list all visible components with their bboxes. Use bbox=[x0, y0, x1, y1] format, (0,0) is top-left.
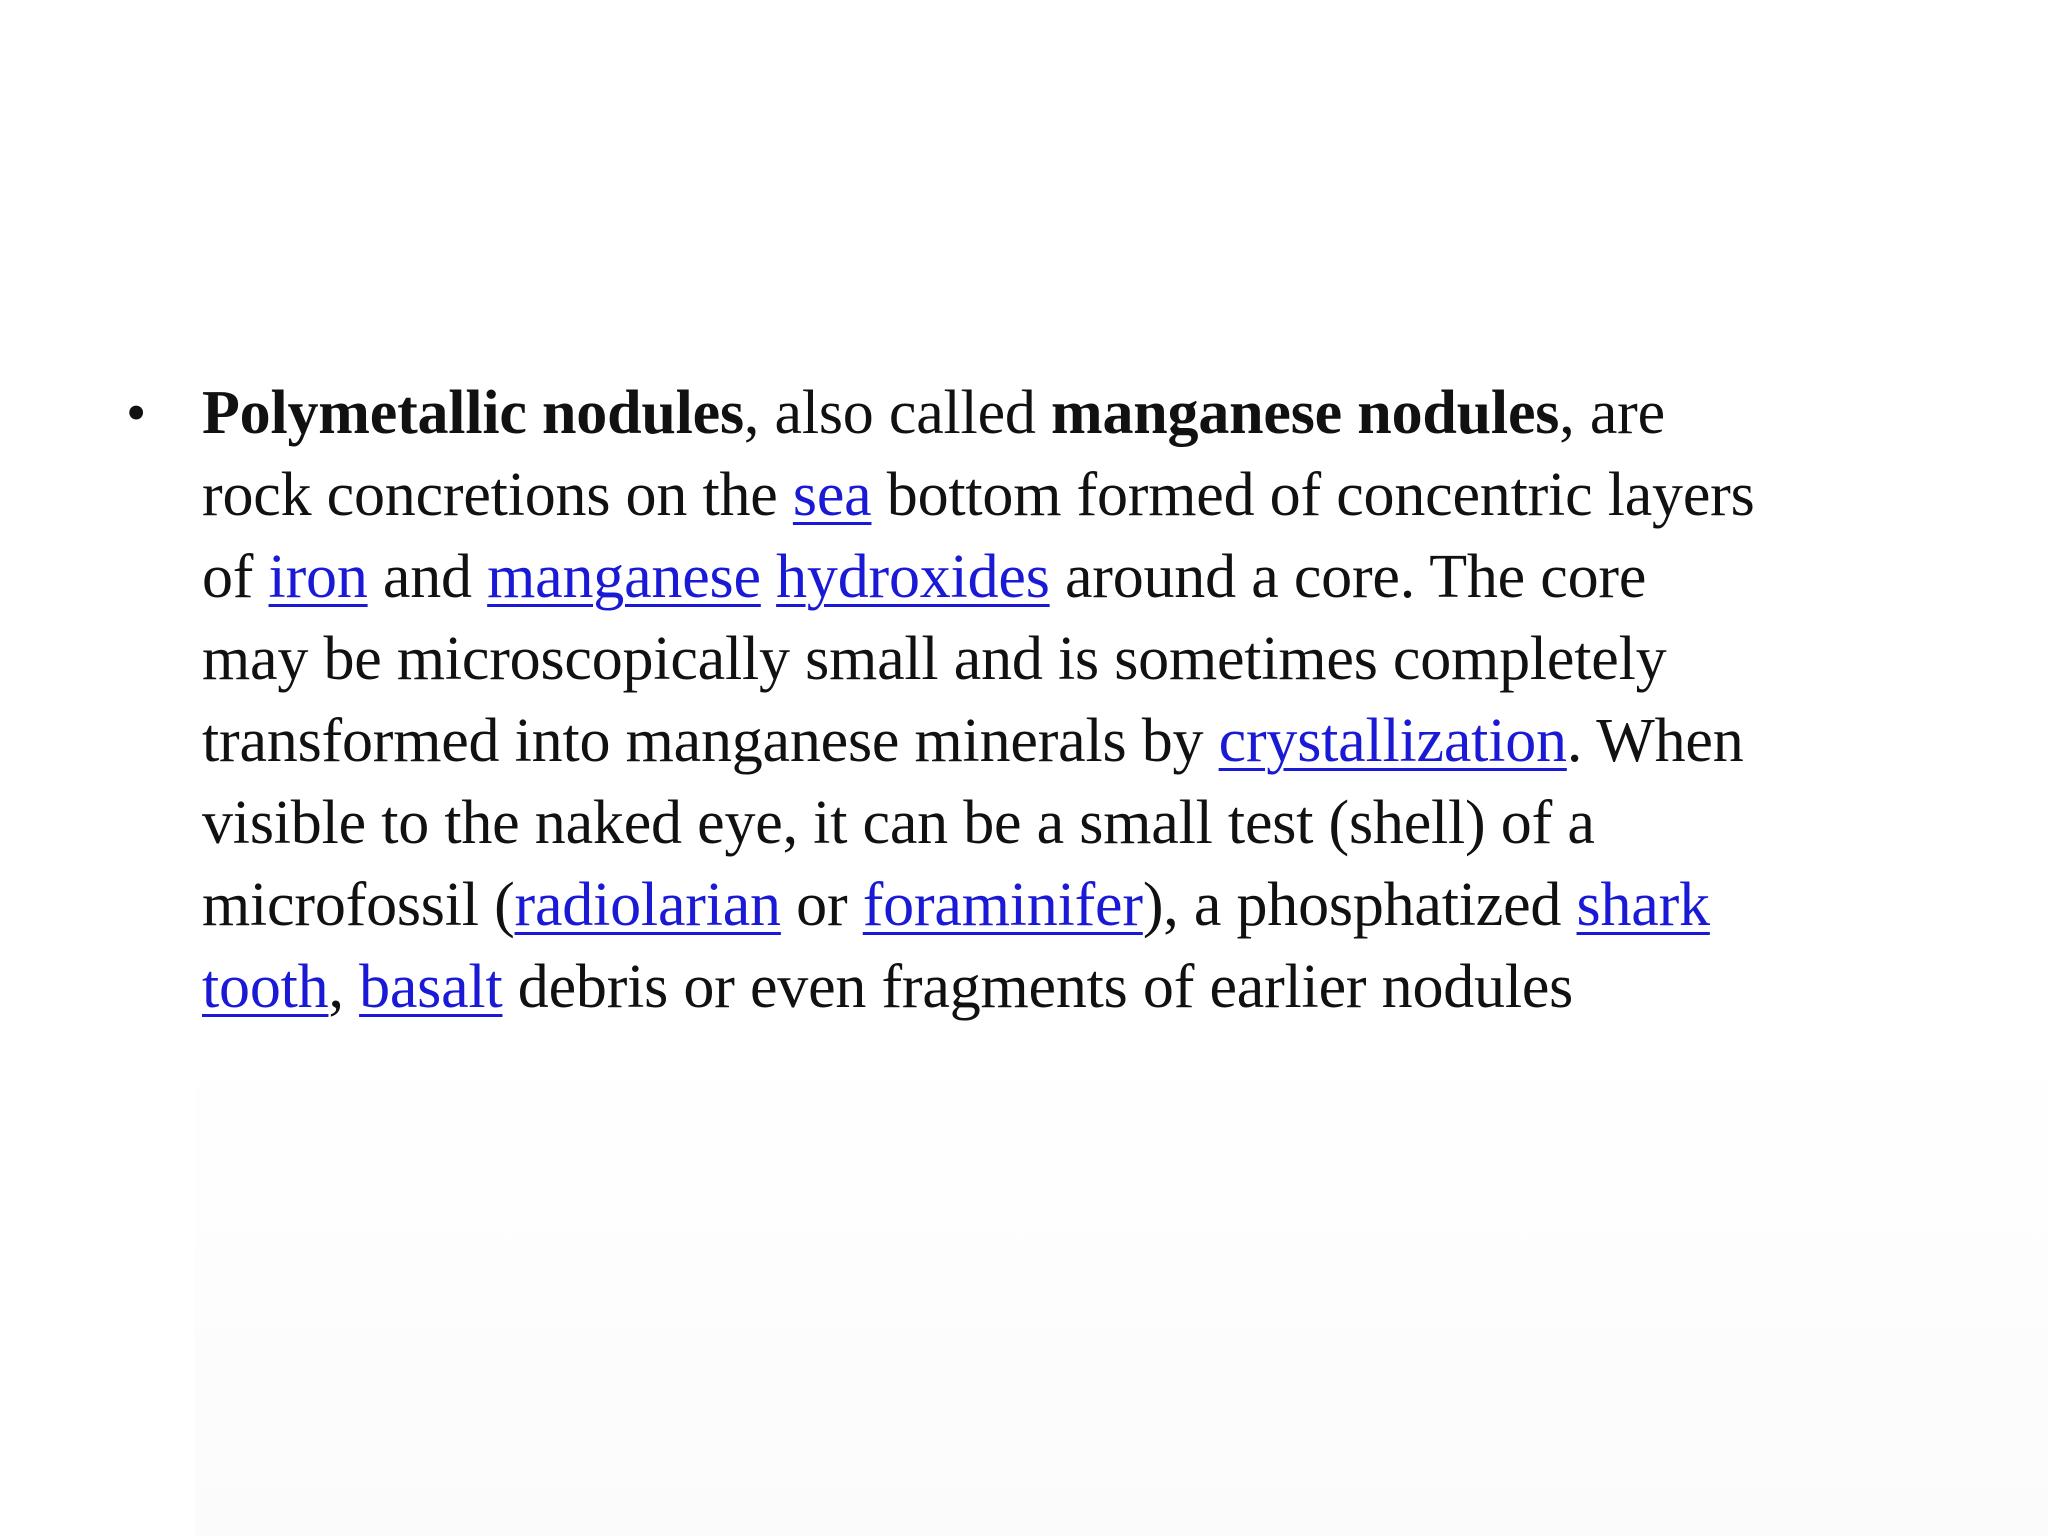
paragraph-text bbox=[202, 372, 1952, 1028]
text-line-1 bbox=[202, 372, 1952, 454]
text-fragment: may be microscopically small and is sometimes completely bbox=[202, 625, 1667, 693]
link-radiolarian[interactable]: radiolarian bbox=[514, 871, 781, 939]
text-fragment: visible to the naked eye, it can be a small test (shell) of a bbox=[202, 789, 1595, 857]
bullet-paragraph bbox=[120, 372, 1970, 1028]
link-foraminifer[interactable]: foraminifer bbox=[862, 871, 1143, 939]
text-fragment: or bbox=[780, 871, 863, 939]
text-fragment: transformed into manganese minerals by bbox=[202, 707, 1219, 775]
text-fragment: debris or even fragments of earlier nodules bbox=[502, 953, 1574, 1021]
link-shark[interactable]: shark bbox=[1576, 871, 1710, 939]
text-fragment: . When bbox=[1566, 707, 1744, 775]
text-fragment bbox=[761, 543, 776, 611]
link-tooth[interactable]: tooth bbox=[202, 953, 329, 1021]
text-fragment: around a core. The core bbox=[1049, 543, 1647, 611]
text-fragment: ), a phosphatized bbox=[1142, 871, 1577, 939]
link-basalt[interactable]: basalt bbox=[359, 953, 503, 1021]
text-fragment: , also called bbox=[743, 379, 1052, 447]
text-line-4 bbox=[202, 618, 1952, 700]
text-line-8 bbox=[202, 946, 1952, 1028]
slide-shading bbox=[195, 1030, 2048, 1536]
text-fragment: of bbox=[202, 543, 269, 611]
text-fragment: bottom formed of concentric layers bbox=[871, 461, 1755, 529]
link-crystallization[interactable]: crystallization bbox=[1218, 707, 1567, 775]
text-fragment: and bbox=[367, 543, 488, 611]
link-hydroxides[interactable]: hydroxides bbox=[776, 543, 1050, 611]
text-line-7 bbox=[202, 864, 1952, 946]
text-fragment: rock concretions on the bbox=[202, 461, 793, 529]
term-polymetallic-nodules: Polymetallic nodules bbox=[202, 379, 744, 447]
text-line-5 bbox=[202, 700, 1952, 782]
text-fragment: , bbox=[328, 953, 360, 1021]
text-line-6 bbox=[202, 782, 1952, 864]
link-manganese[interactable]: manganese bbox=[487, 543, 761, 611]
text-line-2 bbox=[202, 454, 1952, 536]
bullet-marker: • bbox=[126, 380, 147, 445]
link-sea[interactable]: sea bbox=[792, 461, 872, 529]
text-fragment: , are bbox=[1559, 379, 1665, 447]
term-manganese-nodules: manganese nodules bbox=[1051, 379, 1560, 447]
link-iron[interactable]: iron bbox=[268, 543, 368, 611]
text-line-3 bbox=[202, 536, 1952, 618]
text-fragment: microfossil ( bbox=[202, 871, 515, 939]
